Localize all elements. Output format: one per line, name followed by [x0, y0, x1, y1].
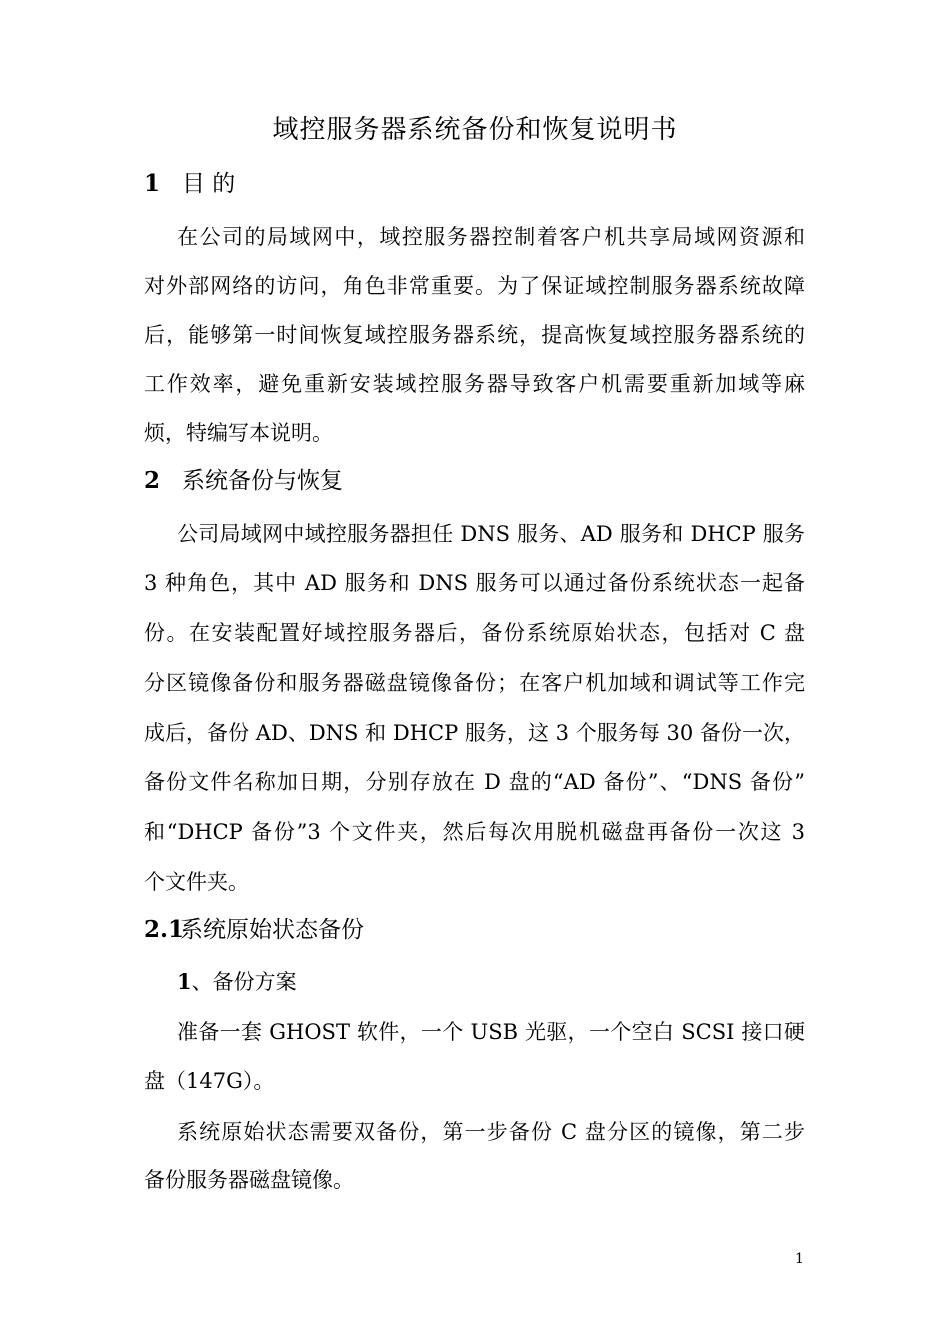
- section-number: 1: [144, 170, 161, 197]
- section-heading-2: [144, 465, 343, 497]
- paragraph-line: 个文件夹。: [144, 870, 249, 894]
- paragraph-line: 工作效率，避免重新安装域控服务器导致客户机需要重新加域等麻: [144, 372, 805, 396]
- subsection-heading-2-1: [144, 914, 364, 946]
- paragraph-line: 份。在安装配置好域控服务器后，备份系统原始状态，包括对 C 盘: [144, 621, 805, 645]
- paragraph-line: 系统原始状态需要双备份，第一步备份 C 盘分区的镜像，第二步: [177, 1120, 805, 1144]
- section-title: 系统原始状态备份: [180, 917, 364, 943]
- section-number: 2.1: [144, 916, 185, 943]
- section-title: 系统备份与恢复: [182, 468, 343, 494]
- section-number: 2: [144, 467, 161, 494]
- paragraph-line: 和“DHCP 备份”3 个文件夹，然后每次用脱机磁盘再备份一次这 3: [144, 820, 805, 844]
- paragraph-line: 成后，备份 AD、DNS 和 DHCP 服务，这 3 个服务每 30 备份一次，: [144, 721, 805, 745]
- paragraph-line: 3 种角色，其中 AD 服务和 DNS 服务可以通过备份系统状态一起备: [144, 571, 805, 595]
- paragraph-line: 对外部网络的访问，角色非常重要。为了保证域控制服务器系统故障: [144, 274, 805, 298]
- list-heading: [177, 967, 297, 997]
- list-number: 1: [177, 969, 192, 994]
- list-title: 、备份方案: [191, 970, 297, 994]
- paragraph-line: 公司局域网中域控服务器担任 DNS 服务、AD 服务和 DHCP 服务: [177, 522, 805, 546]
- paragraph-line: 备份服务器磁盘镜像。: [144, 1168, 354, 1192]
- document-title: 域控服务器系统备份和恢复说明书: [272, 115, 678, 145]
- section-title: 目 的: [182, 171, 236, 197]
- page-number: 1: [795, 1251, 804, 1267]
- paragraph-line: 在公司的局域网中，域控服务器控制着客户机共享局域网资源和: [177, 225, 805, 249]
- paragraph-line: 盘（147G）。: [144, 1069, 275, 1093]
- section-heading-1: [144, 168, 235, 200]
- paragraph-line: 备份文件名称加日期，分别存放在 D 盘的“AD 备份”、“DNS 备份”: [144, 770, 805, 794]
- paragraph-line: 准备一套 GHOST 软件，一个 USB 光驱，一个空白 SCSI 接口硬: [177, 1020, 805, 1044]
- paragraph-line: 烦，特编写本说明。: [144, 421, 333, 445]
- paragraph-line: 分区镜像备份和服务器磁盘镜像备份；在客户机加域和调试等工作完: [144, 671, 805, 695]
- paragraph-line: 后，能够第一时间恢复域控服务器系统，提高恢复域控服务器系统的: [144, 323, 805, 347]
